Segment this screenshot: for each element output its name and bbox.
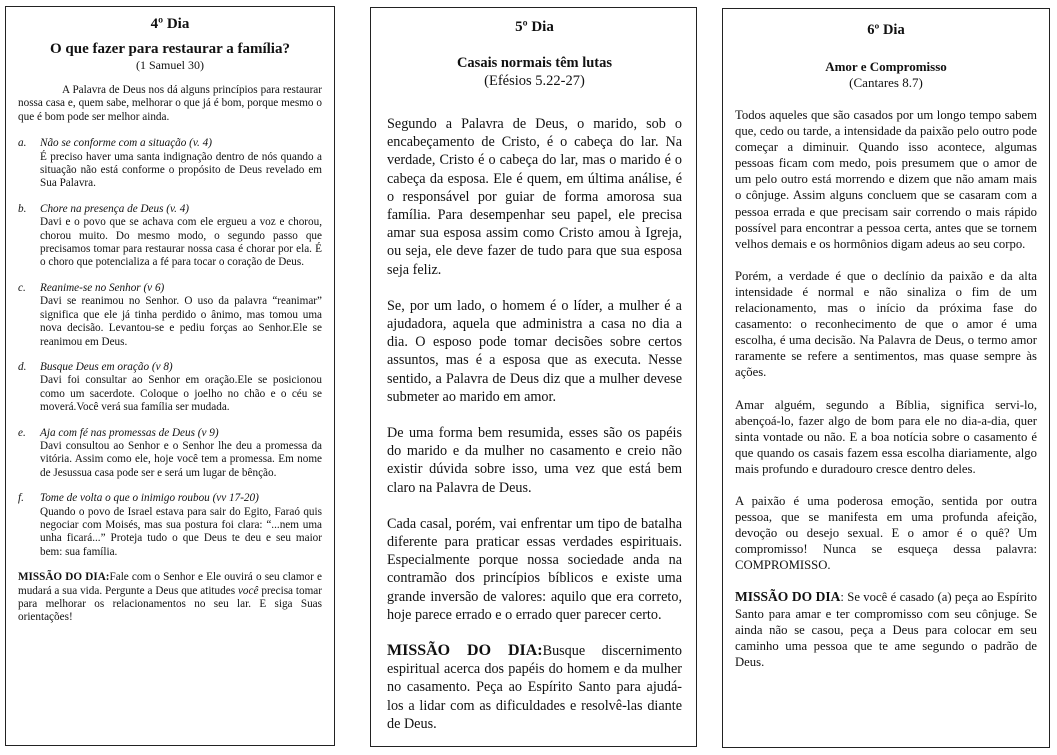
mission-of-the-day	[387, 642, 682, 733]
panel-title: Amor e Compromisso	[825, 59, 947, 74]
list-item	[18, 282, 322, 349]
body-paragraph: A paixão é uma poderosa emoção, sentida por outra pessoa, que se manifesta em uma profunda afeição, devoção ou desejo sexual. E o amor é o quê? Um compromisso! Nunca se esqueça dessa palavra: COMPROMISSO.	[735, 493, 1037, 573]
body-paragraph: Todos aqueles que são casados por um longo tempo sabem que, cedo ou tarde, a intensidade da paixão pelo outro pode começar a diminuir. Quando isso acontece, algumas pessoas ficam com medo, pois presumem que o amor de um pelo outro está morrendo e dizem que não amam mais o cônjuge. Assim alguns concluem que se casaram com a pessoa errada e que precisam sair correndo o mais rápido possível para encontrar a pessoa certa, antes que se tornem velhos demais e os hormônios digam adeus ao seu corpo.	[735, 108, 1037, 251]
body-paragraph: Segundo a Palavra de Deus, o marido, sob o encabeçamento de Cristo, é o cabeça do lar. Na verdade, Cristo é o cabeça do lar, mas o marido é o cabeça da esposa. Ele é quem, em última análise, é o responsável por guiar de forma amorosa sua família. Para desempenhar seu papel, ele precisa amar sua esposa assim como Cristo amou à Igreja, ou seja, ele deve fazer de tudo para que sua esposa seja feliz.	[387, 116, 682, 278]
day-5-panel	[370, 7, 697, 747]
list-item	[18, 137, 322, 191]
mission-label: MISSÃO DO DIA:	[18, 571, 110, 584]
item-letter: a.	[18, 137, 27, 150]
body-paragraph: De uma forma bem resumida, esses são os papéis do marido e da mulher no casamento e creio não existir dúvida sobre isso, uma vez que está bem claro na Palavra de Deus.	[387, 425, 682, 496]
body-paragraph: Se, por um lado, o homem é o líder, a mulher é a ajudadora, aquela que administra a casa no dia a dia. O esposo pode tomar decisões sobre certos assuntos, mas é a esposa que as executa. Nesse sentido, a Palavra de Deus diz que a mulher devese submeter ao marido em amor.	[387, 297, 682, 405]
item-heading: Tome de volta o que o inimigo roubou (vv 17-20)	[40, 492, 259, 505]
item-text: Davi foi consultar ao Senhor em oração.Ele se posicionou como um sacerdote. Coloque o joelho no chão e o céu se moverá.Você verá sua família ser mudada.	[40, 374, 322, 414]
mission-text-end: precisa tomar para melhorar os relacionamentos no seu lar. E siga Suas orientações!	[18, 584, 323, 624]
item-letter: c.	[18, 281, 26, 294]
day-6-panel	[722, 8, 1050, 748]
bible-reference: (Cantares 8.7)	[849, 75, 923, 90]
item-text: Davi se reanimou no Senhor. O uso da palavra “reanimar” significa que ele já tinha perdido o ânimo, mas tomou uma nova decisão. Levantou-se e pediu forças ao Senhor.Ele se reanimou em Deus.	[40, 295, 322, 348]
mission-label: MISSÃO DO DIA	[735, 589, 841, 605]
list-item	[18, 361, 322, 415]
item-letter: f.	[18, 492, 24, 505]
item-heading: Reanime-se no Senhor (v 6)	[40, 281, 165, 294]
day-heading: 6º Dia	[867, 22, 905, 38]
body-paragraph: Porém, a verdade é que o declínio da paixão e da alta intensidade é normal e não sinaliza o fim de um relacionamento, mas o início da próxima fase do casamento: o reconhecimento de que o amor é uma escolha, é uma decisão. Na Palavra de Deus, o termo amor raramente se refere a sentimentos, mas quase sempre às ações.	[735, 268, 1037, 380]
item-letter: e.	[18, 426, 26, 439]
day-heading: 5º Dia	[515, 19, 554, 35]
mission-emphasis: você	[237, 584, 259, 597]
item-heading: Busque Deus em oração (v 8)	[40, 360, 173, 373]
list-item	[18, 427, 322, 481]
item-text: É preciso haver uma santa indignação dentro de nós quando a situação não está conforme o propósito de Deus revelado em Sua Palavra.	[40, 150, 322, 190]
list-item	[18, 492, 322, 559]
body-paragraph: Amar alguém, segundo a Bíblia, significa servi-lo, abençoá-lo, fazer algo de bom para ele no dia-a-dia, quer sinta vontade ou não. E a boa notícia sobre o casamento é que quando os casais fazem essa escolha diariamente, algo mais profundo e duradouro cresce dentro deles.	[735, 397, 1037, 476]
day-4-panel	[5, 6, 335, 746]
item-letter: b.	[18, 202, 27, 215]
panel-title: O que fazer para restaurar a família?	[50, 41, 290, 57]
mission-of-the-day	[735, 589, 1037, 669]
item-text: Davi e o povo que se achava com ele ergueu a voz e chorou, chorou muito. Do mesmo modo, o segundo passo que precisamos tomar para restaurar nossa casa é chorar por ela. É o choro que potencializa a fé para tocar o coração de Deus.	[40, 216, 322, 269]
body-paragraph: Cada casal, porém, vai enfrentar um tipo de batalha diferente para praticar essas verdades espirituais. Especialmente porque nossa sociedade anda na contramão dos princípios bíblicos e existe uma grande inversão de valores: aquilo que era correto, hoje parece errado e o errado quer parecer certo.	[387, 515, 682, 623]
bible-reference: (1 Samuel 30)	[136, 58, 204, 72]
mission-of-the-day	[18, 571, 322, 625]
mission-label: MISSÃO DO DIA:	[387, 642, 543, 660]
panel-title: Casais normais têm lutas	[456, 55, 613, 71]
item-letter: d.	[18, 360, 27, 373]
item-text: Davi consultou ao Senhor e o Senhor lhe deu a promessa da vitória. Assim como ele, hoje você tem a promessa. Em nome de Jesussua casa pode ser e será um lugar de bênção.	[40, 439, 322, 479]
list-item	[18, 203, 322, 270]
mission-text: : Se você é casado (a) peça ao Espírito Santo para amar e ter compromisso com seu cônjuge. Se ainda não se casou, peça a Deus para colocar em seu caminho uma pessoa que te ame segundo o padrão de Deus.	[735, 590, 1037, 669]
intro-paragraph: A Palavra de Deus nos dá alguns princípios para restaurar nossa casa e, quem sabe, melhorar o que já é bom, porque mesmo o que é bom pode ser melhor ainda.	[18, 84, 322, 123]
item-text: Quando o povo de Israel estava para sair do Egito, Faraó quis negociar com Moisés, mas sua postura foi clara: “...nem uma unha ficará...” Proteja tudo o que Deus te deu e seu maior bem: sua família.	[40, 505, 322, 558]
item-heading: Não se conforme com a situação (v. 4)	[40, 137, 212, 150]
item-heading: Chore na presença de Deus (v. 4)	[40, 202, 190, 215]
item-heading: Aja com fé nas promessas de Deus (v 9)	[40, 426, 219, 439]
mission-text: Fale com o Senhor e Ele ouvirá o seu clamor e mudará a sua vida. Pergunte a Deus que atitudes	[18, 571, 322, 597]
bible-reference: (Efésios 5.22-27)	[484, 73, 585, 89]
day-heading: 4º Dia	[150, 16, 190, 32]
mission-text: Busque discernimento espiritual acerca dos papéis do homem e da mulher no casamento. Peça ao Espírito Santo para ajudá-los a lidar com as dificuldades e resolvê-las diante de Deus.	[387, 643, 682, 732]
